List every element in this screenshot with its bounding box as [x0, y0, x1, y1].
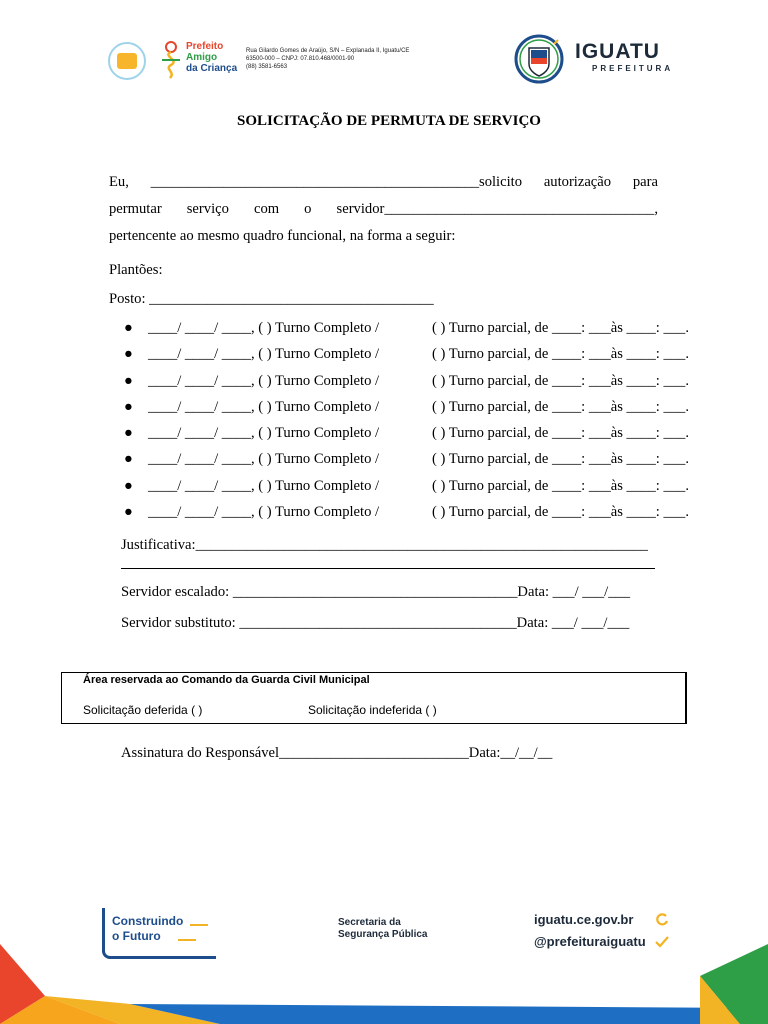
form-title: SOLICITAÇÃO DE PERMUTA DE SERVIÇO [237, 113, 541, 129]
shift-date-field[interactable]: ____/ ____/ ____, ( ) Turno Completo / [148, 477, 380, 494]
intro-word: permutar [109, 201, 162, 217]
shift-date-field[interactable]: ____/ ____/ ____, ( ) Turno Completo / [148, 320, 380, 336]
city-subtitle: PREFEITURA [592, 64, 674, 73]
intro-word: o [304, 201, 312, 217]
shift-partial-field[interactable]: ( ) Turno parcial, de ____: ___às ____: ___. [432, 504, 689, 521]
construindo-line-1: Construindo [112, 914, 184, 928]
address-line-3: (88) 3581-6563 [246, 64, 288, 70]
shift-partial-field[interactable]: ( ) Turno parcial, de ____: ___às ____: ___. [432, 372, 689, 389]
shift-partial-field[interactable]: ( ) Turno parcial, de ____: ___às ____: ___. [432, 425, 689, 442]
shift-date-field[interactable]: ____/ ____/ ____, ( ) Turno Completo / [148, 504, 380, 521]
header-address [246, 47, 409, 71]
plantoes-label: Plantões: [109, 262, 163, 278]
indeferida-checkbox[interactable]: Solicitação indeferida ( ) [308, 703, 437, 717]
intro-word: para [632, 174, 658, 190]
ring-icon [655, 913, 669, 927]
bullet-icon: ● [124, 372, 133, 389]
posto-field[interactable]: Posto: _______________________________________ [109, 291, 434, 307]
selo-circle-icon [108, 42, 146, 80]
address-line-1: Rua Gilardo Gomes de Araújo, S/N – Explanada II, Iguatu/CE [246, 48, 410, 54]
servidor-substituto-field[interactable]: Servidor substituto: ______________________________________Data: ___/ ___/___ [121, 615, 630, 631]
intro-line-2 [109, 201, 658, 218]
shift-date-field[interactable]: ____/ ____/ ____, ( ) Turno Completo / [148, 451, 380, 468]
servidor-escalado-field[interactable]: Servidor escalado: _______________________________________Data: ___/ ___/___ [121, 584, 631, 600]
city-name: IGUATU [575, 40, 660, 63]
construindo-futuro-logo [112, 914, 183, 944]
shift-partial-field[interactable]: ( ) Turno parcial, de ____: ___às ____: ___. [432, 451, 689, 468]
shift-partial-field[interactable]: ( ) Turno parcial, de ____: ___às ____: ___. [432, 398, 689, 415]
shift-partial-field[interactable]: ( ) Turno parcial, de ____: ___às ____: ___. [432, 477, 689, 494]
footer-color-stripe [0, 944, 768, 1024]
instagram-link[interactable]: @prefeituraiguatu [534, 934, 646, 949]
shift-partial-field[interactable]: ( ) Turno parcial, de ____: ___às ____: ___. [432, 346, 689, 363]
prefeito-amigo-crianca-logo-icon [158, 40, 184, 80]
address-line-2: 63500-000 – CNPJ: 07.810.468/0001-90 [246, 56, 355, 62]
bullet-icon: ● [124, 320, 133, 336]
secretaria-logo [338, 917, 427, 941]
website-link[interactable]: iguatu.ce.gov.br [534, 912, 634, 927]
prefeito-amigo-crianca-text [186, 41, 237, 74]
secretaria-line-2: Segurança Pública [338, 929, 428, 940]
iguatu-seal-icon [514, 34, 564, 84]
assinatura-field[interactable]: Assinatura do Responsável__________________________Data:__/__/__ [121, 745, 553, 761]
bullet-icon: ● [124, 477, 133, 494]
intro-word: autorização [543, 174, 612, 190]
intro-line-3: pertencente ao mesmo quadro funcional, na forma a seguir: [109, 228, 456, 244]
pac-line-1: Prefeito [186, 41, 224, 52]
pac-line-3: da Criança [186, 63, 238, 74]
bullet-icon: ● [124, 425, 133, 442]
shift-date-field[interactable]: ____/ ____/ ____, ( ) Turno Completo / [148, 425, 380, 442]
justificativa-extra-line[interactable] [121, 568, 655, 569]
bullet-icon: ● [124, 398, 133, 415]
secretaria-line-1: Secretaria da [338, 917, 401, 928]
dash-icon [190, 924, 208, 926]
shift-date-field[interactable]: ____/ ____/ ____, ( ) Turno Completo / [148, 372, 380, 389]
bullet-icon: ● [124, 504, 133, 521]
intro-word: Eu, [109, 174, 129, 190]
bullet-icon: ● [124, 451, 133, 468]
shift-date-field[interactable]: ____/ ____/ ____, ( ) Turno Completo / [148, 346, 380, 363]
dash-icon [178, 939, 196, 941]
intro-word: serviço [186, 201, 229, 217]
construindo-line-2: o Futuro [112, 929, 161, 943]
deferida-checkbox[interactable]: Solicitação deferida ( ) [83, 703, 203, 717]
requester-name-field[interactable]: _____________________________________________solicito [150, 174, 523, 190]
bullet-icon: ● [124, 346, 133, 363]
pac-line-2: Amigo [186, 52, 218, 63]
intro-word: com [253, 201, 280, 217]
command-box-title: Área reservada ao Comando da Guarda Civil Municipal [83, 674, 370, 686]
intro-line-1 [109, 174, 658, 191]
shift-partial-field[interactable]: ( ) Turno parcial, de ____: ___às ____: ___. [432, 320, 689, 336]
shift-date-field[interactable]: ____/ ____/ ____, ( ) Turno Completo / [148, 398, 380, 415]
substitute-name-field[interactable]: servidor_____________________________________, [336, 201, 658, 217]
justificativa-field[interactable]: Justificativa:______________________________________________________________ [121, 537, 648, 553]
